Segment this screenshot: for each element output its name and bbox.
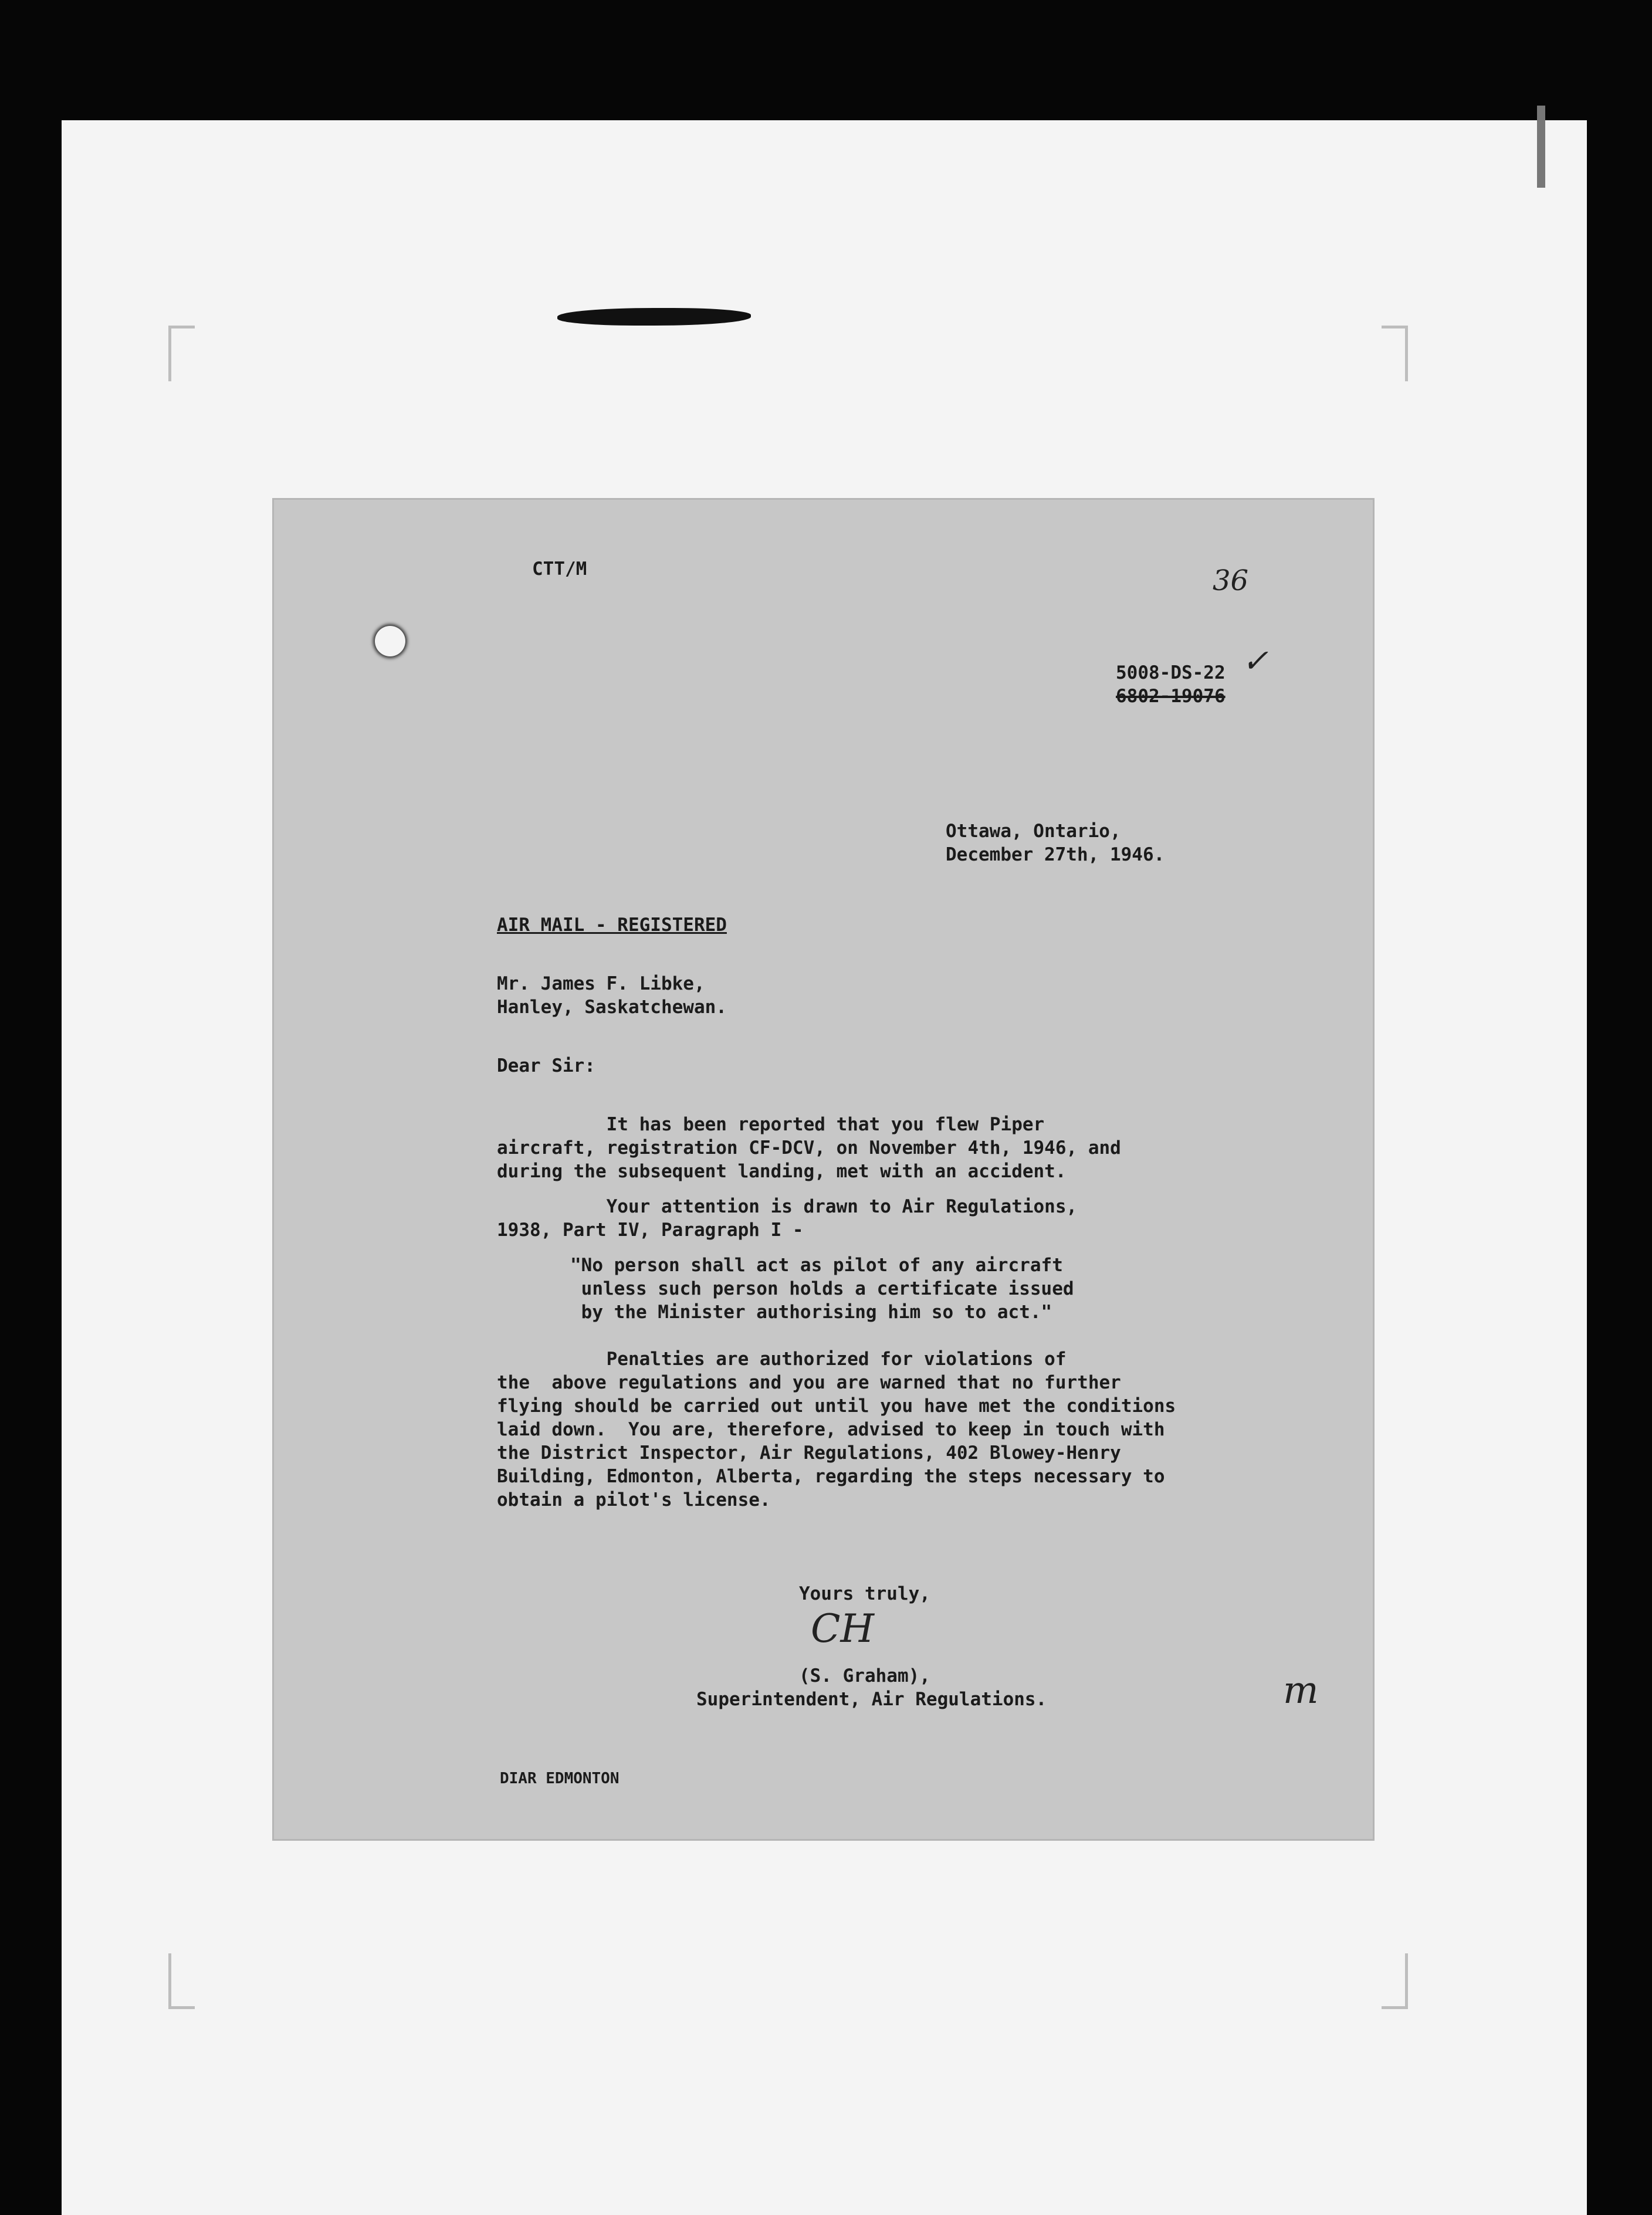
quote-line-2: unless such person holds a certificate issued	[570, 1278, 1074, 1299]
typist-initials: CTT/M	[532, 558, 587, 580]
letter-place: Ottawa, Ontario,	[946, 821, 1121, 842]
crop-mark-top-right	[1382, 326, 1408, 381]
punch-hole	[375, 626, 405, 656]
signer-name: (S. Graham),	[799, 1665, 930, 1686]
crop-mark-top-left	[168, 326, 195, 381]
letter-page	[274, 500, 1373, 1839]
file-number-struck: 6802-19076	[1116, 686, 1226, 707]
quote-line-1: "No person shall act as pilot of any aircraft	[570, 1255, 1063, 1276]
paragraph-2-line-1: Your attention is drawn to Air Regulations,	[497, 1196, 1078, 1217]
carbon-copy-note: DIAR EDMONTON	[500, 1770, 620, 1787]
salutation: Dear Sir:	[497, 1055, 595, 1076]
paragraph-3-line-3: flying should be carried out until you have met the conditions	[497, 1396, 1176, 1417]
paragraph-1-line-2: aircraft, registration CF-DCV, on November 4th, 1946, and	[497, 1137, 1121, 1159]
film-edge-mark	[1537, 106, 1545, 188]
paragraph-2-line-2: 1938, Part IV, Paragraph I -	[497, 1220, 804, 1241]
paragraph-3-line-6: Building, Edmonton, Alberta, regarding the steps necessary to	[497, 1466, 1165, 1487]
recipient-name: Mr. James F. Libke,	[497, 973, 705, 994]
page-number-handwritten: 36	[1213, 564, 1249, 597]
ink-smudge	[557, 308, 751, 326]
paragraph-1-line-1: It has been reported that you flew Piper	[497, 1114, 1045, 1135]
paragraph-3-line-1: Penalties are authorized for violations of	[497, 1349, 1067, 1370]
signature-initials-handwritten: CH	[811, 1606, 875, 1651]
paragraph-3-line-2: the above regulations and you are warned that no further	[497, 1372, 1121, 1393]
paragraph-3-line-5: the District Inspector, Air Regulations, 402 Blowey-Henry	[497, 1442, 1121, 1464]
quote-line-3: by the Minister authorising him so to act."	[570, 1302, 1052, 1323]
crop-mark-bottom-left	[168, 1953, 195, 2009]
signer-title: Superintendent, Air Regulations.	[696, 1689, 1047, 1710]
paragraph-3-line-4: laid down. You are, therefore, advised to keep in touch with	[497, 1419, 1165, 1440]
handwritten-initial-right: m	[1283, 1669, 1319, 1712]
paragraph-1-line-3: during the subsequent landing, met with an accident.	[497, 1161, 1067, 1182]
letter-date: December 27th, 1946.	[946, 844, 1165, 865]
crop-mark-bottom-right	[1382, 1953, 1408, 2009]
closing: Yours truly,	[799, 1583, 930, 1604]
checkmark-handwritten: ✓	[1242, 642, 1269, 679]
file-number-primary: 5008-DS-22	[1116, 662, 1226, 683]
recipient-address: Hanley, Saskatchewan.	[497, 997, 727, 1018]
mail-type: AIR MAIL - REGISTERED	[497, 915, 727, 936]
paragraph-3-line-7: obtain a pilot's license.	[497, 1489, 771, 1510]
